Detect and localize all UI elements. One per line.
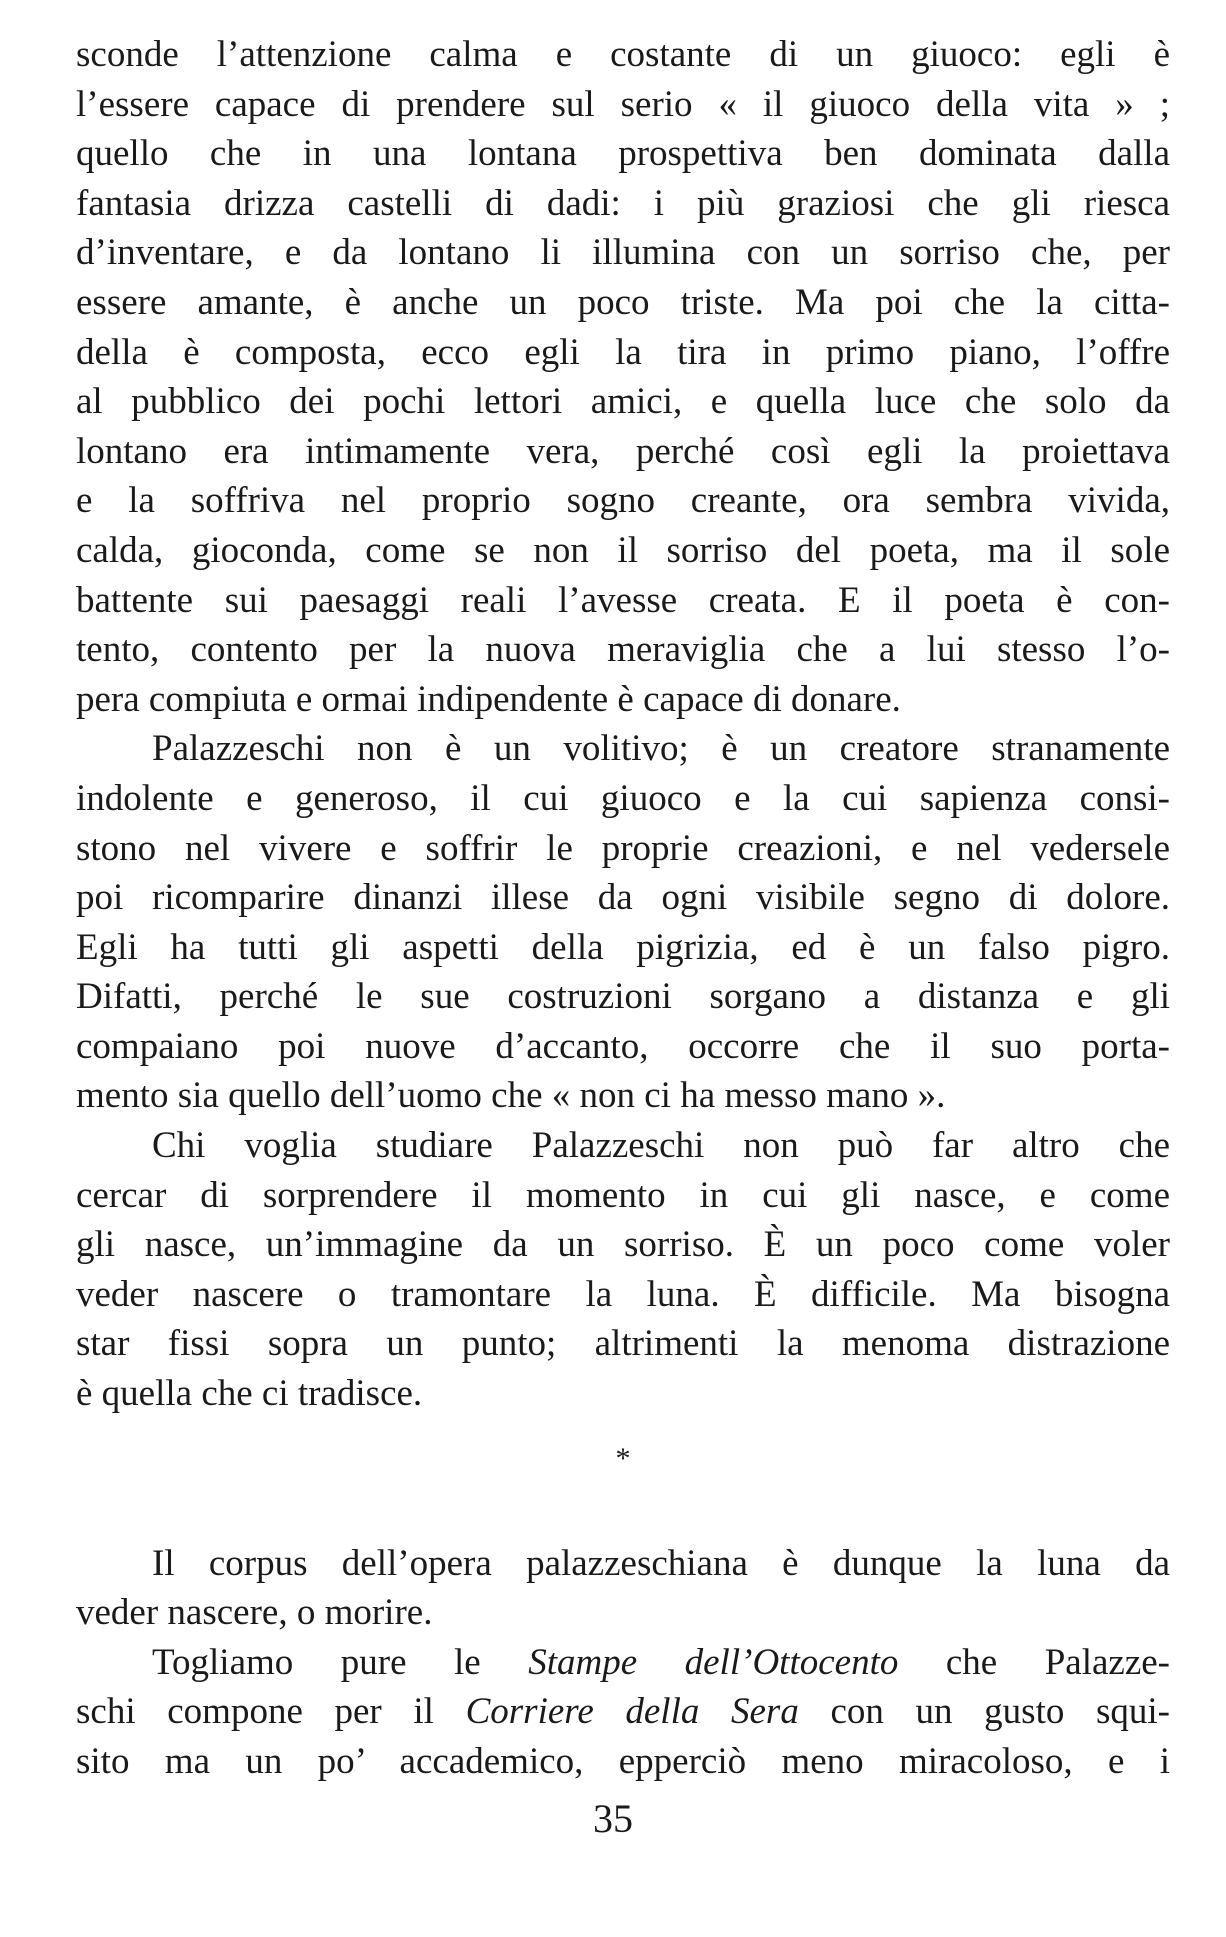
text-line: calda, gioconda, come se non il sorriso del poeta, ma il sole (76, 529, 1170, 571)
text-line: pera compiuta e ormai indipendente è capace di donare. (76, 678, 901, 720)
text-line: quello che in una lontana prospettiva ben dominata dalla (76, 133, 1170, 175)
text-line (76, 1638, 1170, 1688)
text-line: compaiano poi nuove d’accanto, occorre che il suo porta- (76, 1025, 1170, 1067)
spacer (76, 1499, 1170, 1539)
text-line: fantasia drizza castelli di dadi: i più graziosi che gli riesca (76, 182, 1170, 224)
text-line: mento sia quello dell’uomo che « non ci ha messo mano ». (76, 1075, 946, 1117)
text-line: stono nel vivere e soffrir le proprie creazioni, e nel vedersele (76, 827, 1170, 869)
text-line: veder nascere o tramontare la luna. È difficile. Ma bisogna (76, 1273, 1170, 1315)
text-line: star fissi sopra un punto; altrimenti la menoma distrazione (76, 1323, 1170, 1365)
text-line: al pubblico dei pochi lettori amici, e quella luce che solo da (76, 381, 1170, 423)
text-line: l’essere capace di prendere sul serio « il giuoco della vita » ; (76, 83, 1170, 125)
text-line: sconde l’attenzione calma e costante di un giuoco: egli è (76, 34, 1170, 75)
text-line: battente sui paesaggi reali l’avesse creata. E il poeta è con- (76, 579, 1170, 621)
italic-title: Corriere della Sera (465, 1691, 799, 1733)
text-line: Palazzeschi non è un volitivo; è un creatore stranamente (152, 728, 1170, 770)
section-separator: * (615, 1441, 631, 1475)
text-line: gli nasce, un’immagine da un sorriso. È un poco come voler (76, 1224, 1170, 1266)
text-line: è quella che ci tradisce. (76, 1373, 423, 1415)
paragraph (76, 1638, 1170, 1787)
page-number: 35 (593, 1796, 633, 1841)
text-line: Difatti, perché le sue costruzioni sorgano a distanza e gli (76, 976, 1170, 1018)
text-line: essere amante, è anche un poco triste. Ma poi che la citta- (76, 281, 1170, 323)
text-line (76, 1687, 1170, 1737)
text-line: e la soffriva nel proprio sogno creante, ora sembra vivida, (76, 480, 1170, 522)
text-line: veder nascere, o morire. (76, 1592, 433, 1634)
text-line: cercar di sorprendere il momento in cui gli nasce, e come (76, 1174, 1170, 1216)
text-run: con un gusto squi- (798, 1691, 1170, 1733)
text-line: d’inventare, e da lontano li illumina con un sorriso che, per (76, 232, 1170, 274)
text-line: Il corpus dell’opera palazzeschiana è dunque la luna da (152, 1542, 1170, 1584)
text-line: indolente e generoso, il cui giuoco e la cui sapienza consi- (76, 777, 1170, 819)
text-run: che Palazze- (898, 1641, 1170, 1683)
paragraph (76, 724, 1170, 1121)
italic-title: Stampe dell’Ottocento (528, 1641, 899, 1683)
paragraph (76, 30, 1170, 724)
text-line: poi ricomparire dinanzi illese da ogni visibile segno di dolore. (76, 877, 1170, 919)
page-body (76, 30, 1170, 1787)
text-line: lontano era intimamente vera, perché così egli la proiettava (76, 430, 1170, 472)
text-line: sito ma un po’ accademico, epperciò meno miracoloso, e i (76, 1741, 1170, 1782)
text-line: Egli ha tutti gli aspetti della pigrizia, ed è un falso pigro. (76, 926, 1170, 968)
text-run: Togliamo pure le (152, 1641, 529, 1683)
paragraph (76, 1121, 1170, 1419)
text-line: tento, contento per la nuova meraviglia che a lui stesso l’o- (76, 629, 1170, 671)
text-line: della è composta, ecco egli la tira in primo piano, l’offre (76, 331, 1170, 373)
paragraph (76, 1539, 1170, 1638)
text-run: schi compone per il (76, 1691, 466, 1733)
text-line: Chi voglia studiare Palazzeschi non può far altro che (152, 1125, 1170, 1167)
